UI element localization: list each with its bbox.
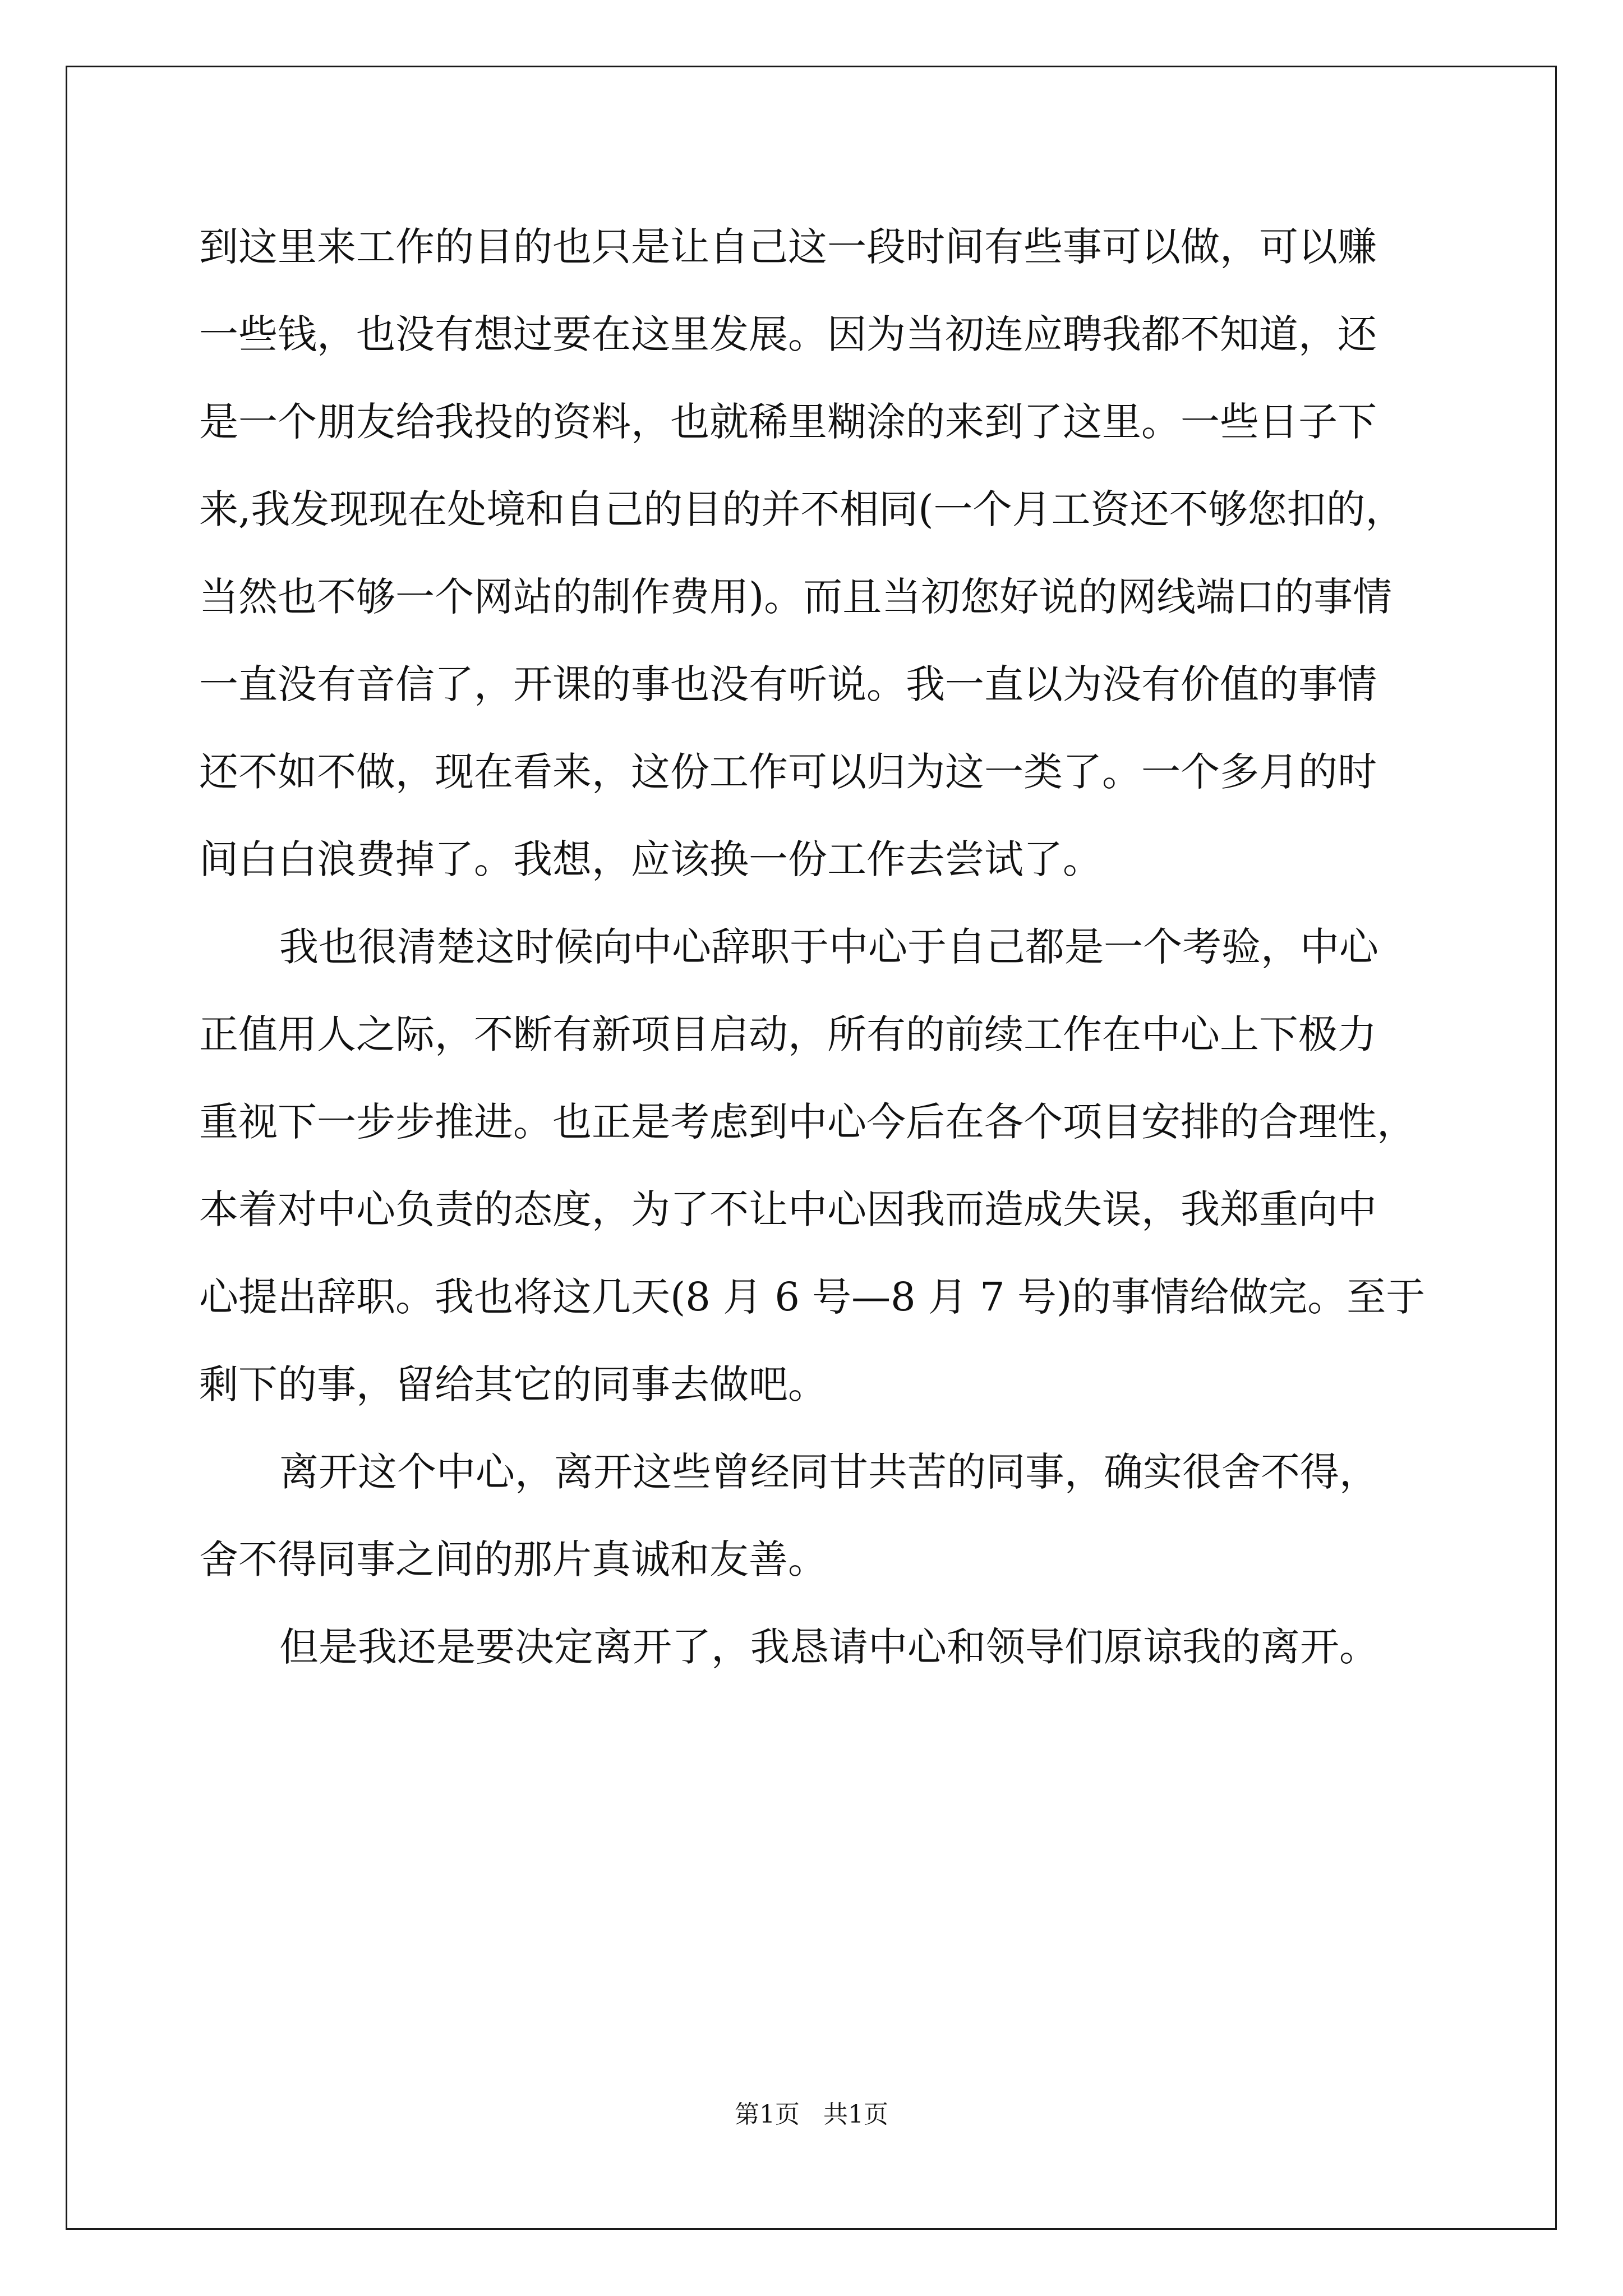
text-line: 离开这个中心，离开这些曾经同甘共苦的同事，确实很舍不得，: [279, 1449, 1378, 1495]
text-line: 是一个朋友给我投的资料，也就稀里糊涂的来到了这里。一些日子下: [199, 399, 1377, 445]
text-line: 心提出辞职。我也将这几天(8 月 6 号—8 月 7 号)的事情给做完。至于: [199, 1274, 1426, 1320]
text-line: 我也很清楚这时候向中心辞职于中心于自己都是一个考验，中心: [279, 924, 1378, 970]
text-line: 正值用人之际，不断有新项目启动，所有的前续工作在中心上下极力: [199, 1011, 1377, 1057]
text-line: 但是我还是要决定离开了，我恳请中心和领导们原谅我的离开。: [279, 1624, 1378, 1670]
text-line: 间白白浪费掉了。我想，应该换一份工作去尝试了。: [199, 836, 1102, 882]
text-line: 舍不得同事之间的那片真诚和友善。: [199, 1536, 827, 1582]
text-line: 还不如不做，现在看来，这份工作可以归为这一类了。一个多月的时: [199, 749, 1377, 795]
text-line: 到这里来工作的目的也只是让自己这一段时间有些事可以做，可以赚: [199, 224, 1377, 270]
text-line: 来,我发现现在处境和自己的目的并不相同(一个月工资还不够您扣的，: [199, 486, 1405, 532]
text-line: 一些钱，也没有想过要在这里发展。因为当初连应聘我都不知道，还: [199, 311, 1377, 357]
text-line: 重视下一步步推进。也正是考虑到中心今后在各个项目安排的合理性，: [199, 1099, 1416, 1145]
text-line: 剩下的事，留给其它的同事去做吧。: [199, 1361, 827, 1407]
text-line: 本着对中心负责的态度，为了不让中心因我而造成失误，我郑重向中: [199, 1186, 1377, 1232]
page-footer: 第1页 共1页: [735, 2100, 888, 2129]
text-line: 当然也不够一个网站的制作费用)。而且当初您好说的网线端口的事情: [199, 574, 1393, 620]
text-line: 一直没有音信了，开课的事也没有听说。我一直以为没有价值的事情: [199, 661, 1377, 707]
